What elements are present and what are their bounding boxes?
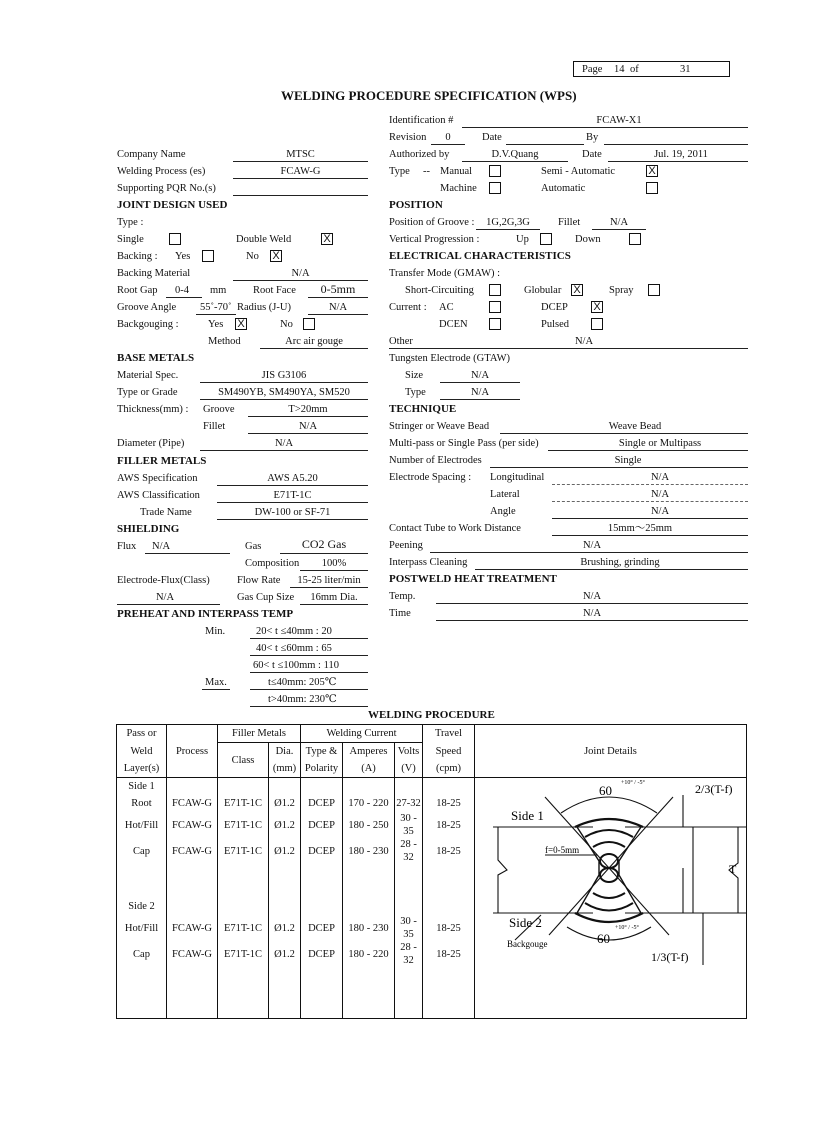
cleaning-label: Interpass Cleaning [389,557,468,568]
page-label: Page [582,64,603,75]
other-label: Other [389,336,413,347]
cell-dia [269,1001,301,1019]
pwht-time-label: Time [389,608,411,619]
flow-rate-label: Flow Rate [237,575,281,586]
type-machine-checkbox[interactable] [489,182,501,194]
cell-process: FCAW-G [167,812,218,838]
flux-value: N/A [152,541,171,552]
fillet-position-value: N/A [609,217,629,228]
ac-checkbox[interactable] [489,301,501,313]
stringer-label: Stringer or Weave Bead [389,421,490,432]
trade-name-value: DW-100 or SF-71 [254,507,331,518]
hdr-travel: Travel [423,725,475,743]
vertical-up-checkbox[interactable] [540,233,552,245]
hdr-volts: Volts [395,743,423,761]
revision-label: Revision [389,132,427,143]
joint-heading: JOINT DESIGN USED [117,199,228,211]
cell-pol [301,881,343,898]
hdr-joint: Joint Details [475,743,747,761]
flux-label: Flux [117,541,137,552]
type-manual-checkbox[interactable] [489,165,501,177]
grade-value: SM490YB, SM490YA, SM520 [218,387,350,398]
tungsten-size-label: Size [405,370,424,381]
identification-label: Identification # [389,115,454,126]
identification-value: FCAW-X1 [596,115,642,126]
other-value: N/A [574,336,594,347]
hdr-amp-unit: (A) [343,760,395,778]
lateral-label: Lateral [490,489,520,500]
hdr-dia-unit: (mm) [269,760,301,778]
joint-type-label: Type : [117,217,144,228]
cell-class: E71T-1C [218,812,269,838]
cell-process [167,778,218,796]
fillet-position-label: Fillet [558,217,581,228]
process-label: Welding Process (es) [117,166,206,177]
page-total: 31 [680,64,691,75]
pwht-heading: POSTWELD HEAT TREATMENT [389,573,557,585]
document-title: WELDING PROCEDURE SPECIFICATION (WPS) [281,88,577,103]
page-current: 14 [614,64,625,75]
type-automatic-checkbox[interactable] [646,182,658,194]
revision-by-label: By [586,132,599,143]
lateral-value: N/A [650,489,670,500]
cell-pol [301,898,343,915]
hdr-speed-unit: (cpm) [423,760,475,778]
cell-process [167,898,218,915]
bottom-fraction: 1/3(T-f) [651,950,689,964]
side1-label: Side 1 [511,808,544,823]
cell-volt [395,967,423,984]
cell-class [218,778,269,796]
gas-label: Gas [245,541,262,552]
backgouge-label: Backgouge [507,939,548,949]
stringer-value: Weave Bead [608,421,662,432]
vertical-down-label: Down [575,234,601,245]
cell-pol: DCEP [301,795,343,812]
cell-process [167,967,218,984]
cell-layer: Hot/Fill [117,812,167,838]
cell-speed [423,864,475,881]
preheat-max-label: Max. [205,677,227,688]
cell-layer [117,984,167,1001]
dcen-label: DCEN [439,319,468,330]
cell-volt: 30 - 35 [395,812,423,838]
side2-label: Side 2 [509,915,542,930]
cell-class: E71T-1C [218,941,269,967]
contact-label: Contact Tube to Work Distance [389,523,521,534]
cell-amp [343,881,395,898]
cell-amp: 170 - 220 [343,795,395,812]
cell-volt [395,1001,423,1019]
cell-dia: Ø1.2 [269,812,301,838]
hdr-process-bottom [167,760,218,778]
cell-volt [395,881,423,898]
double-checkbox[interactable]: X [321,233,333,245]
aws-spec-label: AWS Specification [117,473,198,484]
cell-layer: Cap [117,838,167,864]
pwht-temp-label: Temp. [389,591,416,602]
trade-name-label: Trade Name [140,507,192,518]
authorized-label: Authorized by [389,149,450,160]
cell-volt [395,778,423,796]
type-automatic-label: Automatic [541,183,586,194]
current-label: Current : [389,302,427,313]
electrode-flux-value: N/A [155,592,175,603]
aws-spec-value: AWS A5.20 [267,473,318,484]
thickness-groove-value: T>20mm [288,404,328,415]
vertical-up-label: Up [516,234,529,245]
pulsed-label: Pulsed [541,319,570,330]
backing-label: Backing : [117,251,158,262]
cell-process [167,984,218,1001]
position-heading: POSITION [389,199,443,211]
multipass-label: Multi-pass or Single Pass (per side) [389,438,539,449]
authorized-date-label: Date [582,149,602,160]
spray-label: Spray [609,285,634,296]
material-spec-value: JIS G3106 [261,370,307,381]
gas-value: CO2 Gas [301,537,347,551]
cell-layer [117,881,167,898]
cell-dia [269,778,301,796]
backing-material-label: Backing Material [117,268,191,279]
cell-layer: Side 1 [117,778,167,796]
cell-volt [395,898,423,915]
cell-speed: 18-25 [423,838,475,864]
tungsten-size-value: N/A [470,370,490,381]
cell-amp: 180 - 250 [343,812,395,838]
cell-amp: 180 - 230 [343,838,395,864]
cell-speed: 18-25 [423,812,475,838]
backgouging-label: Backgouging : [117,319,179,330]
radius-value: N/A [328,302,348,313]
authorized-date-value: Jul. 19, 2011 [654,149,708,160]
type-semi-checkbox[interactable]: X [646,165,658,177]
groove-angle-label: Groove Angle [117,302,177,313]
cell-class: E71T-1C [218,795,269,812]
pqr-label: Supporting PQR No.(s) [117,183,216,194]
backing-material-value: N/A [291,268,310,279]
contact-value: 15mm～25mm [607,523,673,534]
dcep-checkbox[interactable]: X [591,301,603,313]
cell-volt: 27-32 [395,795,423,812]
root-face-value: 0-5mm [320,282,356,296]
hdr-filler: Filler Metals [218,725,301,743]
revision-date-label: Date [482,132,502,143]
cell-process [167,881,218,898]
cell-speed [423,967,475,984]
preheat-min-2: 40< t ≤60mm : 65 [256,643,332,654]
cell-process: FCAW-G [167,915,218,941]
page-of: of [630,64,639,75]
peening-label: Peening [389,540,423,551]
page-number-box [573,61,730,77]
cell-speed [423,1001,475,1019]
backing-yes-label: Yes [175,251,191,262]
root-gap-value: 0-4 [175,285,189,296]
cell-dia [269,984,301,1001]
ac-label: AC [439,302,454,313]
company-label: Company Name [117,149,186,160]
grade-label: Type or Grade [117,387,178,398]
angle-label: Angle [490,506,516,517]
hdr-amperes: Amperes [343,743,395,761]
longitudinal-value: N/A [650,472,670,483]
cell-amp: 180 - 230 [343,915,395,941]
cell-process [167,1001,218,1019]
authorized-value: D.V.Quang [491,149,539,160]
type-machine-label: Machine [440,183,477,194]
cell-pol: DCEP [301,941,343,967]
cell-amp [343,864,395,881]
base-metals-heading: BASE METALS [117,352,195,364]
cell-layer: Cap [117,941,167,967]
gas-cup-label: Gas Cup Size [237,592,295,603]
hdr-pass: Pass or [117,725,167,743]
cell-amp [343,898,395,915]
gas-cup-value: 16mm Dia. [310,592,358,603]
hdr-class: Class [218,743,269,778]
cell-class [218,881,269,898]
method-value: Arc air gouge [285,336,343,347]
cell-pol [301,967,343,984]
type-dash: -- [423,166,430,177]
preheat-heading: PREHEAT AND INTERPASS TEMP [117,608,294,620]
cell-layer: Root [117,795,167,812]
cell-layer [117,967,167,984]
cell-class [218,1001,269,1019]
cell-process: FCAW-G [167,941,218,967]
electrode-flux-label: Electrode-Flux(Class) [117,575,210,586]
hdr-dia: Dia. [269,743,301,761]
angle-value: N/A [650,506,670,517]
diameter-label: Diameter (Pipe) [117,438,185,449]
short-circuit-label: Short-Circuiting [405,285,474,296]
cell-layer [117,1001,167,1019]
cell-dia: Ø1.2 [269,838,301,864]
composition-label: Composition [245,558,300,569]
cell-dia [269,898,301,915]
hdr-speed: Speed [423,743,475,761]
thickness-fillet-value: N/A [298,421,318,432]
transfer-label: Transfer Mode (GMAW) : [389,268,501,279]
groove-position-label: Position of Groove : [389,217,475,228]
cell-pol [301,1001,343,1019]
bottom-angle-tol: +10° / -5° [615,925,639,931]
process-value: FCAW-G [280,166,321,177]
cell-pol: DCEP [301,838,343,864]
bottom-angle-label: 60 [597,931,610,946]
root-gap-unit: mm [210,285,227,296]
tungsten-type-label: Type [405,387,426,398]
root-face-label: Root Face [253,285,296,296]
short-circuit-checkbox[interactable] [489,284,501,296]
cell-amp: 180 - 220 [343,941,395,967]
backing-yes-checkbox[interactable] [202,250,214,262]
hdr-process-top [167,725,218,743]
aws-class-label: AWS Classification [117,490,200,501]
tungsten-label: Tungsten Electrode (GTAW) [389,353,510,364]
cell-process: FCAW-G [167,838,218,864]
thickness-fillet-label: Fillet [203,421,226,432]
company-value: MTSC [286,149,315,160]
cell-amp [343,967,395,984]
cell-dia: Ø1.2 [269,795,301,812]
cell-class [218,967,269,984]
backgouging-yes-label: Yes [208,319,224,330]
globular-checkbox[interactable]: X [571,284,583,296]
radius-label: Radius (J-U) [237,302,291,313]
cell-class [218,864,269,881]
thickness-T: T [729,862,737,876]
hdr-polarity: Polarity [301,760,343,778]
cell-speed [423,984,475,1001]
vertical-label: Vertical Progression : [389,234,480,245]
backing-no-label: No [246,251,259,262]
filler-heading: FILLER METALS [117,455,207,467]
backgouging-yes-checkbox[interactable]: X [235,318,247,330]
hdr-weld: Weld [117,743,167,761]
cell-volt: 30 - 35 [395,915,423,941]
cell-process: FCAW-G [167,795,218,812]
electrodes-label: Number of Electrodes [389,455,482,466]
top-fraction: 2/3(T-f) [695,782,733,796]
double-label: Double Weld [236,234,292,245]
cell-class [218,984,269,1001]
type-semi-label: Semi - Automatic [541,166,616,177]
method-label: Method [208,336,241,347]
hdr-current: Welding Current [301,725,423,743]
backing-no-checkbox[interactable]: X [270,250,282,262]
globular-label: Globular [524,285,562,296]
procedure-heading: WELDING PROCEDURE [368,709,495,721]
diameter-value: N/A [274,438,294,449]
longitudinal-label: Longitudinal [490,472,545,483]
cell-dia [269,864,301,881]
preheat-min-3: 60< t ≤100mm : 110 [253,660,339,671]
preheat-min-label: Min. [205,626,226,637]
tungsten-type-value: N/A [470,387,490,398]
composition-value: 100% [321,558,347,569]
peening-value: N/A [582,540,602,551]
thickness-label: Thickness(mm) : [117,404,189,415]
technique-heading: TECHNIQUE [389,403,457,415]
backgouging-no-label: No [280,319,293,330]
cell-pol [301,778,343,796]
cell-speed [423,898,475,915]
hdr-layers: Layer(s) [117,760,167,778]
material-spec-label: Material Spec. [117,370,179,381]
aws-class-value: E71T-1C [273,490,312,501]
single-checkbox[interactable] [169,233,181,245]
hdr-joint-top [475,725,747,743]
top-angle-label: 60 [599,783,612,798]
cell-speed: 18-25 [423,795,475,812]
cell-pol: DCEP [301,812,343,838]
cell-volt [395,864,423,881]
shielding-heading: SHIELDING [117,523,180,535]
revision-value: 0 [445,132,451,143]
thickness-groove-label: Groove [203,404,235,415]
vertical-down-checkbox[interactable] [629,233,641,245]
cell-speed [423,778,475,796]
cell-layer [117,864,167,881]
preheat-max-1: t≤40mm: 205℃ [268,677,337,688]
top-angle-tol: +10° / -5° [621,780,645,786]
cell-volt: 28 - 32 [395,838,423,864]
pwht-temp-value: N/A [582,591,602,602]
cell-class: E71T-1C [218,915,269,941]
cell-amp [343,984,395,1001]
cell-layer: Hot/Fill [117,915,167,941]
cell-pol: DCEP [301,915,343,941]
preheat-max-2: t>40mm: 230℃ [268,694,337,705]
cell-layer: Side 2 [117,898,167,915]
spacing-label: Electrode Spacing : [389,472,472,483]
multipass-value: Single or Multipass [618,438,702,449]
cell-speed [423,881,475,898]
single-label: Single [117,234,144,245]
electrodes-value: Single [614,455,642,466]
hdr-volt-unit: (V) [395,760,423,778]
groove-angle-value: 55˚-70˚ [200,302,232,313]
cell-class: E71T-1C [218,838,269,864]
dcen-checkbox[interactable] [489,318,501,330]
root-face-note: f=0-5mm [545,845,580,855]
pulsed-checkbox[interactable] [591,318,603,330]
type-manual-label: Manual [440,166,473,177]
cleaning-value: Brushing, grinding [580,557,660,568]
cell-volt: 28 - 32 [395,941,423,967]
pwht-time-value: N/A [582,608,602,619]
hdr-type: Type & [301,743,343,761]
cell-speed: 18-25 [423,915,475,941]
cell-dia [269,967,301,984]
cell-pol [301,984,343,1001]
joint-detail-diagram [493,775,747,975]
cell-volt [395,984,423,1001]
hdr-process: Process [167,743,218,761]
cell-dia [269,881,301,898]
cell-dia: Ø1.2 [269,915,301,941]
cell-pol [301,864,343,881]
flow-rate-value: 15-25 liter/min [297,575,361,586]
cell-class [218,898,269,915]
cell-process [167,864,218,881]
type-label: Type [389,166,410,177]
groove-position-value: 1G,2G,3G [486,217,530,228]
dcep-label: DCEP [541,302,568,313]
preheat-min-1: 20< t ≤40mm : 20 [256,626,332,637]
root-gap-label: Root Gap [117,285,158,296]
spray-checkbox[interactable] [648,284,660,296]
cell-dia: Ø1.2 [269,941,301,967]
cell-speed: 18-25 [423,941,475,967]
cell-amp [343,778,395,796]
backgouging-no-checkbox[interactable] [303,318,315,330]
electrical-heading: ELECTRICAL CHARACTERISTICS [389,250,571,262]
cell-amp [343,1001,395,1019]
